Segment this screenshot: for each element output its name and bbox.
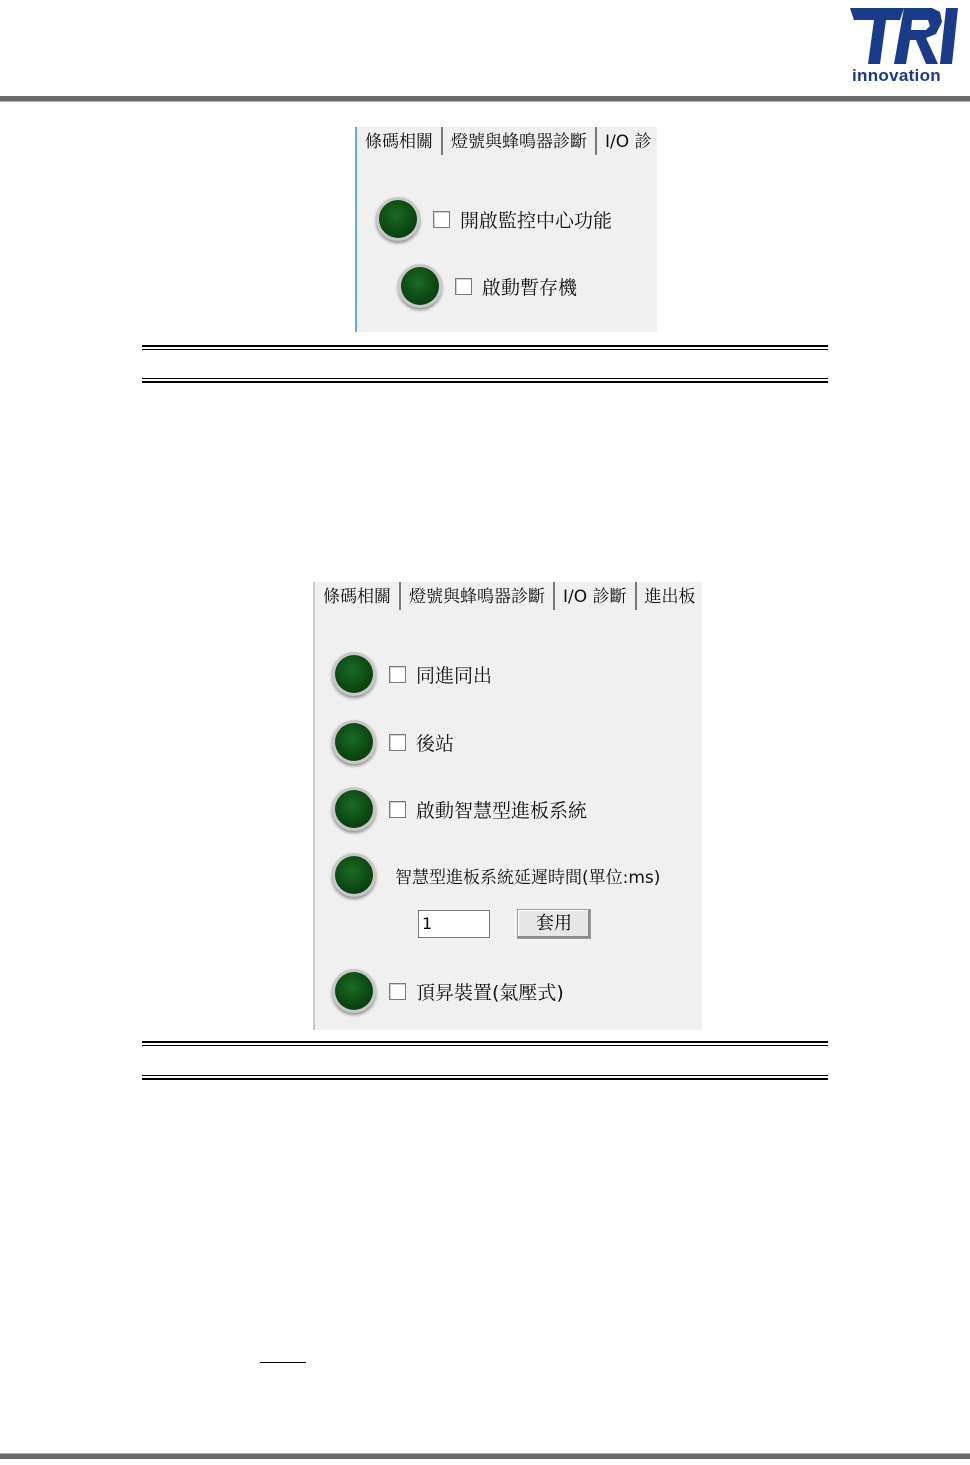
panel2-tabs (315, 582, 702, 612)
separator-line (142, 1041, 828, 1043)
status-led-icon (335, 723, 373, 761)
underline-mark (260, 1362, 306, 1363)
option-row (335, 790, 587, 828)
separator-line (142, 378, 828, 379)
option-row (335, 972, 564, 1010)
tab-io-diagnosis[interactable]: I/O 診斷 (555, 582, 637, 610)
logo-wordmark: innovation (852, 66, 941, 85)
tab-barcode[interactable]: 條碼相關 (315, 582, 401, 610)
separator-line (142, 1078, 828, 1080)
status-led-icon (335, 856, 373, 894)
smart-feed-checkbox[interactable] (389, 801, 406, 818)
option-row (335, 655, 492, 693)
delay-input[interactable]: 1 (418, 910, 490, 938)
apply-button[interactable]: 套用 (517, 909, 591, 939)
option-label: 啟動暫存機 (482, 276, 578, 299)
separator-line (142, 349, 828, 350)
panel1-tabs (357, 127, 657, 157)
sync-in-out-checkbox[interactable] (389, 666, 406, 683)
buffer-machine-checkbox[interactable] (455, 278, 472, 295)
tab-light-buzzer[interactable]: 燈號與蜂鳴器診斷 (443, 127, 597, 155)
settings-panel-1 (355, 127, 657, 332)
option-row (401, 267, 577, 305)
settings-panel-2 (313, 582, 702, 1030)
option-label: 開啟監控中心功能 (460, 209, 613, 232)
separator-line (142, 345, 828, 347)
status-led-icon (335, 972, 373, 1010)
tab-board-in-out[interactable]: 進出板 (637, 582, 702, 610)
status-led-icon (379, 200, 417, 238)
header-rule (0, 96, 970, 102)
footer-rule (0, 1453, 970, 1459)
status-led-icon (335, 790, 373, 828)
status-led-icon (335, 655, 373, 693)
delay-label: 智慧型進板系統延遲時間(單位:ms) (395, 867, 661, 888)
tab-barcode[interactable]: 條碼相關 (357, 127, 443, 155)
option-row (335, 723, 454, 761)
option-label: 頂昇裝置(氣壓式) (416, 981, 564, 1004)
separator-line (142, 1075, 828, 1076)
separator-line (142, 1045, 828, 1046)
monitor-center-checkbox[interactable] (433, 211, 450, 228)
tab-io[interactable]: I/O 診 (597, 127, 657, 155)
rear-station-checkbox[interactable] (389, 734, 406, 751)
option-label: 同進同出 (416, 664, 493, 687)
status-led-icon (401, 267, 439, 305)
option-row (335, 856, 660, 894)
option-row (379, 200, 612, 238)
tab-light-buzzer[interactable]: 燈號與蜂鳴器診斷 (401, 582, 555, 610)
lift-device-checkbox[interactable] (389, 983, 406, 1000)
separator-line (142, 381, 828, 383)
option-label: 後站 (416, 732, 455, 755)
option-label: 啟動智慧型進板系統 (416, 799, 588, 822)
